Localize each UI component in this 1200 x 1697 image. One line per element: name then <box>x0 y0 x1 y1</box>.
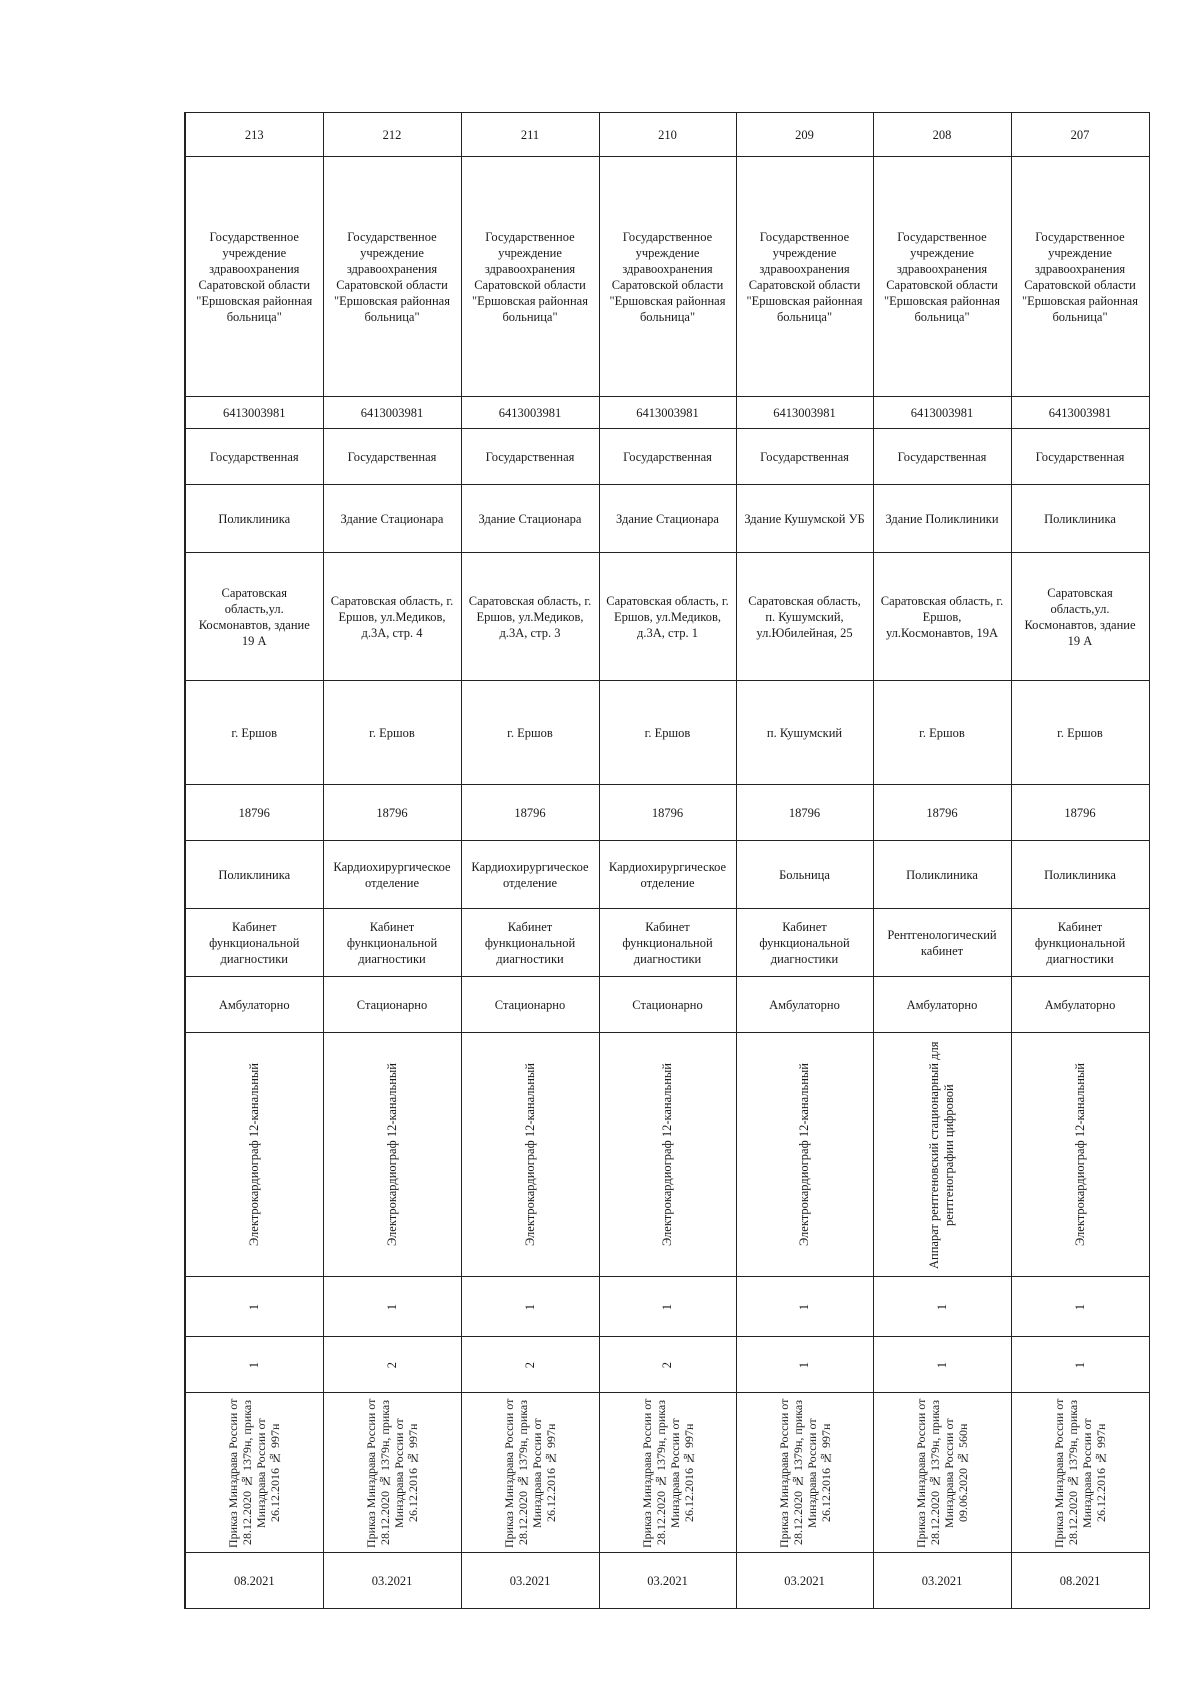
cell-mode: Амбулаторно <box>736 977 873 1033</box>
cell-code: 18796 <box>599 785 736 841</box>
cell-qty-required <box>461 1277 599 1337</box>
cell-ownership: Государственная <box>323 429 461 485</box>
cell-building: Поликлиника <box>1011 485 1149 553</box>
cell-number: 213 <box>185 113 323 157</box>
cell-address: Саратовская область, п. Кушумский, ул.Юбилейная, 25 <box>736 553 873 681</box>
cell-mode: Амбулаторно <box>1011 977 1149 1033</box>
cell-department: Больница <box>736 841 873 909</box>
cell-locality: г. Ершов <box>873 681 1011 785</box>
cell-room: Рентгенологический кабинет <box>873 909 1011 977</box>
qty-actual-value: 2 <box>660 1362 674 1369</box>
row-date <box>185 1553 1149 1609</box>
document-reference: Приказ Минздрава России от 28.12.2020 № 1379н, приказ Минздрава России от 26.12.2016 № 997н <box>502 1397 558 1548</box>
qty-required-value: 1 <box>246 1304 261 1311</box>
cell-ownership: Государственная <box>599 429 736 485</box>
qty-actual-value: 1 <box>246 1362 261 1369</box>
cell-date: 08.2021 <box>185 1553 323 1609</box>
cell-equipment <box>599 1033 736 1277</box>
row-number <box>185 113 1149 157</box>
cell-organization: Государственное учреждение здравоохранения Саратовской области "Ершовская районная больница" <box>461 157 599 397</box>
qty-required-value: 1 <box>797 1304 811 1311</box>
cell-organization: Государственное учреждение здравоохранения Саратовской области "Ершовская районная больница" <box>873 157 1011 397</box>
cell-organization: Государственное учреждение здравоохранения Саратовской области "Ершовская районная больница" <box>323 157 461 397</box>
qty-actual-value: 1 <box>797 1362 811 1369</box>
document-page <box>184 112 1148 1609</box>
cell-document <box>873 1393 1011 1553</box>
qty-actual-value: 1 <box>934 1362 949 1369</box>
cell-qty-actual <box>461 1337 599 1393</box>
cell-document <box>461 1393 599 1553</box>
cell-ownership: Государственная <box>1011 429 1149 485</box>
cell-document <box>323 1393 461 1553</box>
cell-inn: 6413003981 <box>736 397 873 429</box>
equipment-label: Электрокардиограф 12-канальный <box>246 1062 261 1247</box>
row-inn <box>185 397 1149 429</box>
row-building <box>185 485 1149 553</box>
cell-address: Саратовская область, г. Ершов, ул.Космонавтов, 19А <box>873 553 1011 681</box>
equipment-label: Электрокардиограф 12-канальный <box>1072 1062 1087 1247</box>
cell-date: 03.2021 <box>873 1553 1011 1609</box>
row-department <box>185 841 1149 909</box>
document-reference: Приказ Минздрава России от 28.12.2020 № 1379н, приказ Минздрава России от 26.12.2016 № 997н <box>226 1397 283 1548</box>
cell-code: 18796 <box>185 785 323 841</box>
cell-mode: Амбулаторно <box>185 977 323 1033</box>
cell-address: Саратовская область, г. Ершов, ул.Медиков, д.3А, стр. 1 <box>599 553 736 681</box>
cell-equipment <box>1011 1033 1149 1277</box>
cell-qty-actual <box>185 1337 323 1393</box>
row-room <box>185 909 1149 977</box>
equipment-label: Электрокардиограф 12-канальный <box>384 1062 399 1247</box>
cell-equipment <box>461 1033 599 1277</box>
document-reference: Приказ Минздрава России от 28.12.2020 № 1379н, приказ Минздрава России от 26.12.2016 № 997н <box>776 1397 833 1548</box>
cell-address: Саратовская область,ул. Космонавтов, здание 19 А <box>185 553 323 681</box>
cell-document <box>599 1393 736 1553</box>
cell-qty-required <box>323 1277 461 1337</box>
qty-required-value: 1 <box>660 1304 674 1311</box>
cell-room: Кабинет функциональной диагностики <box>599 909 736 977</box>
cell-locality: г. Ершов <box>461 681 599 785</box>
cell-equipment <box>323 1033 461 1277</box>
cell-document <box>1011 1393 1149 1553</box>
row-document <box>185 1393 1149 1553</box>
cell-qty-required <box>185 1277 323 1337</box>
cell-qty-required <box>736 1277 873 1337</box>
cell-date: 08.2021 <box>1011 1553 1149 1609</box>
cell-qty-actual <box>1011 1337 1149 1393</box>
cell-date: 03.2021 <box>461 1553 599 1609</box>
cell-qty-required <box>599 1277 736 1337</box>
cell-qty-actual <box>873 1337 1011 1393</box>
cell-building: Здание Стационара <box>599 485 736 553</box>
cell-address: Саратовская область,ул. Космонавтов, здание 19 А <box>1011 553 1149 681</box>
cell-inn: 6413003981 <box>1011 397 1149 429</box>
cell-building: Здание Поликлиники <box>873 485 1011 553</box>
cell-department: Кардиохирургическое отделение <box>599 841 736 909</box>
cell-room: Кабинет функциональной диагностики <box>1011 909 1149 977</box>
cell-ownership: Государственная <box>185 429 323 485</box>
cell-code: 18796 <box>736 785 873 841</box>
cell-number: 207 <box>1011 113 1149 157</box>
cell-locality: п. Кушумский <box>736 681 873 785</box>
row-mode <box>185 977 1149 1033</box>
qty-actual-value: 2 <box>522 1362 537 1369</box>
cell-ownership: Государственная <box>873 429 1011 485</box>
cell-document <box>185 1393 323 1553</box>
equipment-label: Электрокардиограф 12-канальный <box>660 1062 674 1247</box>
row-ownership <box>185 429 1149 485</box>
row-locality <box>185 681 1149 785</box>
row-address <box>185 553 1149 681</box>
cell-inn: 6413003981 <box>873 397 1011 429</box>
cell-organization: Государственное учреждение здравоохранения Саратовской области "Ершовская районная больница" <box>1011 157 1149 397</box>
row-equipment <box>185 1033 1149 1277</box>
cell-inn: 6413003981 <box>185 397 323 429</box>
cell-department: Кардиохирургическое отделение <box>461 841 599 909</box>
cell-code: 18796 <box>323 785 461 841</box>
qty-actual-value: 1 <box>1072 1362 1087 1369</box>
qty-required-value: 1 <box>934 1304 949 1311</box>
cell-date: 03.2021 <box>736 1553 873 1609</box>
cell-code: 18796 <box>1011 785 1149 841</box>
cell-qty-actual <box>599 1337 736 1393</box>
equipment-label: Электрокардиограф 12-канальный <box>522 1062 537 1247</box>
qty-required-value: 1 <box>384 1304 399 1311</box>
qty-actual-value: 2 <box>384 1362 399 1369</box>
cell-room: Кабинет функциональной диагностики <box>461 909 599 977</box>
cell-locality: г. Ершов <box>185 681 323 785</box>
cell-department: Поликлиника <box>1011 841 1149 909</box>
cell-code: 18796 <box>461 785 599 841</box>
cell-qty-actual <box>323 1337 461 1393</box>
cell-department: Кардиохирургическое отделение <box>323 841 461 909</box>
cell-organization: Государственное учреждение здравоохранения Саратовской области "Ершовская районная больница" <box>736 157 873 397</box>
qty-required-value: 1 <box>1072 1304 1087 1311</box>
cell-number: 208 <box>873 113 1011 157</box>
row-code <box>185 785 1149 841</box>
cell-room: Кабинет функциональной диагностики <box>323 909 461 977</box>
cell-mode: Стационарно <box>461 977 599 1033</box>
row-qty-required <box>185 1277 1149 1337</box>
cell-number: 211 <box>461 113 599 157</box>
cell-document <box>736 1393 873 1553</box>
cell-qty-required <box>1011 1277 1149 1337</box>
row-qty-actual <box>185 1337 1149 1393</box>
cell-locality: г. Ершов <box>323 681 461 785</box>
row-organization <box>185 157 1149 397</box>
cell-number: 210 <box>599 113 736 157</box>
cell-inn: 6413003981 <box>323 397 461 429</box>
cell-number: 209 <box>736 113 873 157</box>
cell-department: Поликлиника <box>185 841 323 909</box>
cell-building: Здание Стационара <box>461 485 599 553</box>
cell-equipment <box>873 1033 1011 1277</box>
cell-department: Поликлиника <box>873 841 1011 909</box>
cell-date: 03.2021 <box>599 1553 736 1609</box>
cell-building: Здание Стационара <box>323 485 461 553</box>
cell-mode: Стационарно <box>323 977 461 1033</box>
cell-room: Кабинет функциональной диагностики <box>736 909 873 977</box>
cell-mode: Амбулаторно <box>873 977 1011 1033</box>
cell-building: Здание Кушумской УБ <box>736 485 873 553</box>
document-reference: Приказ Минздрава России от 28.12.2020 № 1379н, приказ Минздрава России от 26.12.2016 № 997н <box>1052 1397 1108 1548</box>
cell-ownership: Государственная <box>461 429 599 485</box>
qty-required-value: 1 <box>522 1304 537 1311</box>
cell-organization: Государственное учреждение здравоохранения Саратовской области "Ершовская районная больница" <box>185 157 323 397</box>
cell-room: Кабинет функциональной диагностики <box>185 909 323 977</box>
cell-qty-actual <box>736 1337 873 1393</box>
cell-address: Саратовская область, г. Ершов, ул.Медиков, д.3А, стр. 3 <box>461 553 599 681</box>
cell-equipment <box>185 1033 323 1277</box>
cell-inn: 6413003981 <box>461 397 599 429</box>
cell-address: Саратовская область, г. Ершов, ул.Медиков, д.3А, стр. 4 <box>323 553 461 681</box>
equipment-label: Аппарат рентгеновский стационарный для рентгенографии цифровой <box>927 1040 956 1269</box>
cell-building: Поликлиника <box>185 485 323 553</box>
cell-locality: г. Ершов <box>1011 681 1149 785</box>
cell-qty-required <box>873 1277 1011 1337</box>
cell-number: 212 <box>323 113 461 157</box>
document-reference: Приказ Минздрава России от 28.12.2020 № 1379н, приказ Минздрава России от 26.12.2016 № 997н <box>364 1397 420 1548</box>
document-reference: Приказ Минздрава России от 28.12.2020 № 1379н, приказ Минздрава России от 09.06.2020 № 560н <box>914 1397 970 1548</box>
cell-organization: Государственное учреждение здравоохранения Саратовской области "Ершовская районная больница" <box>599 157 736 397</box>
cell-ownership: Государственная <box>736 429 873 485</box>
cell-inn: 6413003981 <box>599 397 736 429</box>
cell-locality: г. Ершов <box>599 681 736 785</box>
cell-mode: Стационарно <box>599 977 736 1033</box>
document-reference: Приказ Минздрава России от 28.12.2020 № 1379н, приказ Минздрава России от 26.12.2016 № 997н <box>639 1397 696 1548</box>
cell-code: 18796 <box>873 785 1011 841</box>
equipment-label: Электрокардиограф 12-канальный <box>797 1062 811 1247</box>
cell-equipment <box>736 1033 873 1277</box>
cell-date: 03.2021 <box>323 1553 461 1609</box>
equipment-register-table <box>184 112 1150 1609</box>
